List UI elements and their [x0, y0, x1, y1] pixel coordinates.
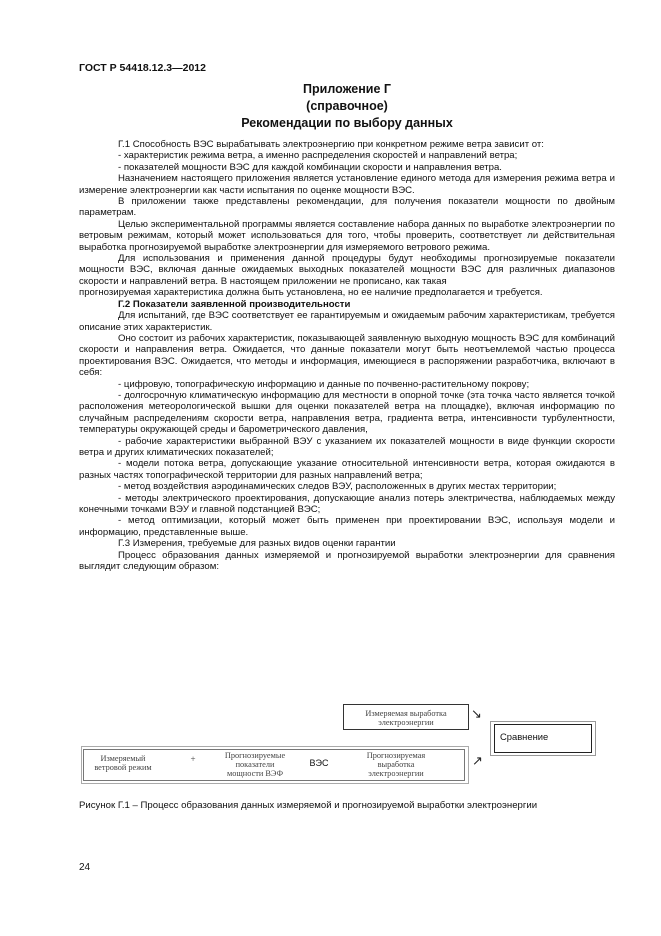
paragraph: Назначением настоящего приложения является установление единого метода для измерения режима ветра и измерение электроэнергии как части испытания по оценке мощности ВЭС. — [79, 173, 615, 196]
list-item: - метод воздействия аэродинамических следов ВЭУ, расположенных в других местах территории; — [118, 481, 557, 493]
arrow-up-right-icon: ↗ — [472, 753, 483, 768]
standard-header: ГОСТ Р 54418.12.3—2012 — [79, 62, 206, 74]
process-row — [83, 749, 465, 781]
list-item: - цифровую, топографическую информацию и данные по почвенно-растительному покрову; — [118, 378, 530, 390]
list-item: - долгосрочную климатическую информацию для местности в опорной точке (эта точка часто является точкой расположения метеорологической вышки для оценки показателей ветра на площадке), включая информацию по случайным распределениям скорости ветра, направления ветра, градиента ветра, интенсивности турбулентности, температуры окружающей среды и барометрического давления, — [79, 389, 615, 436]
appendix-name: Рекомендации по выбору данных — [241, 116, 453, 130]
list-item: - показателей мощности ВЭС для каждой комбинации скорости и направления ветра. — [118, 161, 502, 173]
paragraph: В приложении также представлены рекомендации, для получения показатели мощности по двойным параметрам. — [79, 196, 615, 219]
figure-caption: Рисунок Г.1 – Процесс образования данных измеряемой и прогнозируемой выработки электроэнергии — [79, 800, 538, 811]
wpp-label: ВЭС — [309, 758, 329, 768]
paragraph: Оно состоит из рабочих характеристик, показывающей заявленную выходную мощность ВЭС для комбинаций скорости и направления ветра. Ожидается, что данные показатели могут быть неотъемлемой частью процесса проектирования ВЭС. Ожидается, что методы и информация, имеющиеся в распоряжении разработчика, включают в себя: — [79, 332, 615, 379]
section-heading: Г.2 Показатели заявленной производительности — [118, 298, 351, 310]
comparison-label: Сравнение — [500, 731, 549, 742]
list-item: - модели потока ветра, допускающие указание относительной интенсивности ветра, которая ожидаются в разных частях топографической территории для разных направлений ветра; — [79, 458, 615, 481]
paragraph: Г.1 Способность ВЭС вырабатывать электроэнергию при конкретном режиме ветра зависит от: — [118, 139, 544, 150]
paragraph: Целью экспериментальной программы является составление набора данных по выработке электроэнергии по ветровым режимам, который может использоваться для того, чтобы проверить, соответствует ли действительная выработка прогнозируемой выработке электроэнергии для измеряемого ветрового режима. — [79, 218, 615, 253]
measured-output-box — [343, 704, 469, 730]
list-item: - методы электрического проектирования, допускающие анализ потерь электричества, наблюдаемых между конечными точками ВЭУ и главной подстанцией ВЭС; — [79, 492, 615, 515]
process-diagram — [79, 700, 619, 800]
appendix-kind: (справочное) — [306, 99, 388, 113]
arrow-down-right-icon: ↘ — [471, 706, 482, 721]
plus-sign: + — [190, 754, 196, 764]
paragraph: Процесс образования данных измеряемой и прогнозируемой выработки электроэнергии для сравнения выглядит следующим образом: — [79, 549, 615, 573]
comparison-frame — [490, 721, 596, 756]
predicted-output-label: Прогнозируемая выработка электроэнергии — [366, 751, 426, 778]
measured-wind-label: Измеряемый ветровой режим — [94, 754, 152, 772]
section-heading: Г.3 Измерения, требуемые для разных видов оценки гарантии — [118, 538, 396, 550]
page-number: 24 — [79, 862, 91, 873]
list-item: - метод оптимизации, который может быть применен при проектировании ВЭС, используя модели и информацию, представленные выше. — [79, 515, 615, 538]
paragraph: Для использования и применения данной процедуры будут необходимы прогнозируемые показатели мощности ВЭС, включая данные ожидаемых выходных показателей мощности ВЭС для различных диапазонов скорости и направлений ветра. В настоящем приложении не прописано, как такая — [79, 253, 615, 287]
predicted-power-label: Прогнозируемые показатели мощности ВЭФ — [224, 751, 286, 778]
appendix-title: Приложение Г — [303, 82, 391, 96]
paragraph: прогнозируемая характеристика должна быть установлена, но ее наличие предполагается и требуется. — [79, 287, 543, 299]
appendix-titles — [79, 81, 615, 132]
body-text — [79, 139, 615, 572]
list-item: - рабочие характеристики выбранной ВЭУ с указанием их показателей мощности в виде функции скорости ветра и других климатических показателей; — [79, 435, 615, 458]
measured-output-label: Измеряемая выработка электроэнергии — [365, 709, 447, 727]
paragraph: Для испытаний, где ВЭС соответствует ее гарантируемым и ожидаемым рабочим характеристикам, требуется описание этих характеристик. — [79, 310, 615, 333]
list-item: - характеристик режима ветра, а именно распределения скоростей и направлений ветра; — [118, 150, 518, 162]
